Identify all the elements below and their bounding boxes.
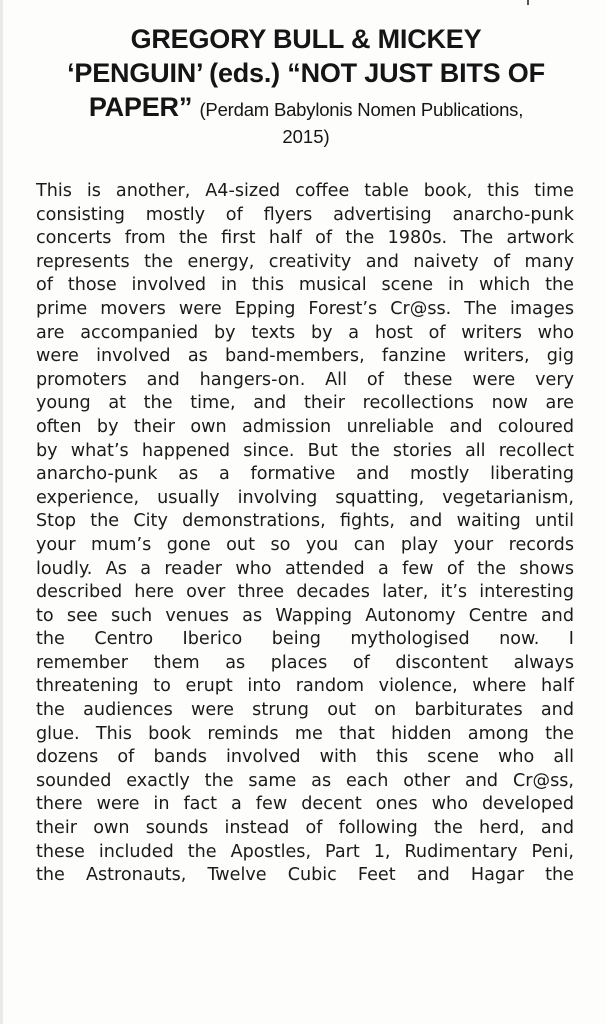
body-line: often by their own admission unreliable and coloured xyxy=(36,416,574,437)
body-line: promoters and hangers-on. All of these were very xyxy=(36,369,574,390)
body-line: loudly. As a reader who attended a few of the shows xyxy=(36,558,574,579)
body-line: consisting mostly of flyers advertising anarcho-punk xyxy=(36,204,574,225)
body-line: the Astronauts, Twelve Cubic Feet and Hagar the xyxy=(36,865,574,886)
body-line: the audiences were strung out on barbiturates and xyxy=(36,700,574,721)
heading-line-3 xyxy=(17,90,595,124)
body-line: experience, usually involving squatting, vegetarianism, xyxy=(36,487,574,508)
body-line: threatening to erupt into random violence, where half xyxy=(36,676,574,697)
body-line: your mum’s gone out so you can play your records xyxy=(36,534,574,555)
body-line: described here over three decades later, it’s interesting xyxy=(36,582,574,603)
body-line: remember them as places of discontent always xyxy=(36,652,574,673)
body-line: their own sounds instead of following the herd, and xyxy=(36,818,574,839)
body-line: prime movers were Epping Forest’s Cr@ss. The images xyxy=(36,298,574,319)
body-line: are accompanied by texts by a host of writers who xyxy=(36,322,574,343)
heading-line-1: GREGORY BULL & MICKEY xyxy=(130,24,482,54)
body-line: the Centro Iberico being mythologised now. I xyxy=(36,629,574,650)
body-line: of those involved in this musical scene in which the xyxy=(36,275,574,296)
body-line: these included the Apostles, Part 1, Rudimentary Peni, xyxy=(36,841,574,862)
heading-publisher: (Perdam Babylonis Nomen Publications, xyxy=(199,99,524,120)
scan-mark xyxy=(527,0,529,5)
body-line: by what’s happened since. But the stories all recollect xyxy=(36,440,574,461)
review-body xyxy=(36,180,574,888)
body-line: dozens of bands involved with this scene who all xyxy=(36,747,574,768)
body-line: Stop the City demonstrations, fights, and waiting until xyxy=(36,511,574,532)
body-line: represents the energy, creativity and naivety of many xyxy=(36,251,574,272)
body-line: sounded exactly the same as each other and Cr@ss, xyxy=(36,770,574,791)
body-line: young at the time, and their recollections now are xyxy=(36,393,574,414)
body-line: concerts from the first half of the 1980s. The artwork xyxy=(36,228,574,249)
heading-title-end: PAPER” xyxy=(88,92,193,122)
body-line: anarcho-punk as a formative and mostly liberating xyxy=(36,464,574,485)
body-line: to see such venues as Wapping Autonomy Centre and xyxy=(36,605,574,626)
body-line: glue. This book reminds me that hidden among the xyxy=(36,723,574,744)
body-line: were involved as band-members, fanzine writers, gig xyxy=(36,346,574,367)
heading-line-2: ‘PENGUIN’ (eds.) “NOT JUST BITS OF xyxy=(67,58,545,88)
review-heading xyxy=(17,22,595,150)
body-line: This is another, A4-sized coffee table book, this time xyxy=(36,181,574,201)
heading-year: 2015) xyxy=(282,126,330,147)
body-line: there were in fact a few decent ones who developed xyxy=(36,794,574,815)
